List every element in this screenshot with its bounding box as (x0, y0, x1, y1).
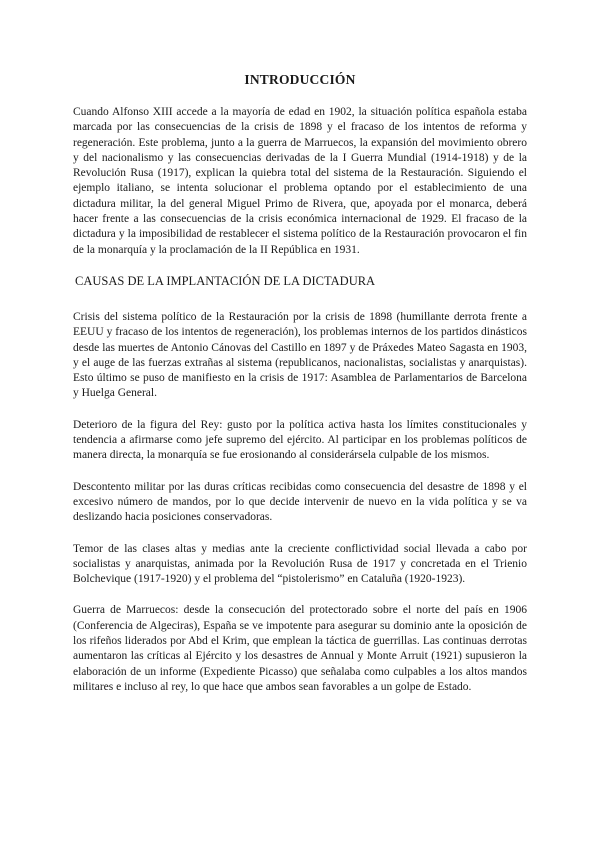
cause-paragraph-guerra-marruecos: Guerra de Marruecos: desde la consecución del protectorado sobre el norte del país en 1906 (Conferencia de Algeciras), España se ve impotente para asegurar su dominio ante la oposición de los rifeños liderados por Abd el Krim, que emplean la táctica de guerrillas. Las continuas derrotas aumentaron las críticas al Ejército y los desastres de Annual y Monte Arruit (1921) supusieron la elaboración de un informe (Expediente Picasso) que señalaba como culpables a los altos mandos militares e incluso al rey, lo que hace que ambos sean favorables a un golpe de Estado. (73, 604, 527, 693)
cause-paragraph-temor-clases: Temor de las clases altas y medias ante la creciente conflictividad social llevada a cabo por socialistas y anarquistas, animada por la Revolución Rusa de 1917 y concretada en el Trienio Bolchevique (1917-1920) y el problema del “pistolerismo” en Cataluña (1920-1923). (73, 542, 527, 586)
cause-paragraph-deterioro-rey: Deterioro de la figura del Rey: gusto por la política activa hasta los límites constitucionales y tendencia a afirmarse como jefe supremo del ejército. Al participar en los problemas políticos de manera directa, la monarquía se fue erosionando al considerársela culpable de los mismos. (73, 418, 527, 462)
intro-paragraph: Cuando Alfonso XIII accede a la mayoría de edad en 1902, la situación política española estaba marcada por las consecuencias de la crisis de 1898 y el fracaso de los intentos de reforma y regeneración. Este problema, junto a la guerra de Marruecos, la expansión del movimiento obrero y del nacionalismo y las consecuencias derivadas de la I Guerra Mundial (1914-1918) y de la Revolución Rusa (1917), explican la quiebra total del sistema de la Restauración. Siguiendo el ejemplo italiano, se intenta solucionar el problema optando por el establecimiento de una dictadura militar, la del general Miguel Primo de Rivera, que, apoyada por el monarca, deberá hacer frente a las consecuencias de la crisis económica internacional de 1929. El fracaso de la dictadura y la imposibilidad de restablecer el sistema político de la Restauración provocaron el fin de la monarquía y la proclamación de la II República en 1931. (73, 106, 527, 256)
document-title: INTRODUCCIÓN (244, 72, 356, 87)
cause-paragraph-crisis-sistema: Crisis del sistema político de la Restauración por la crisis de 1898 (humillante derrota frente a EEUU y fracaso de los intentos de regeneración), los problemas internos de los partidos dinásticos desde las muertes de Antonio Cánovas del Castillo en 1897 y de Práxedes Mateo Sagasta en 1903, y el auge de las fuerzas extrañas al sistema (republicanos, nacionalistas, socialistas y anarquistas). Esto último se puso de manifiesto en la crisis de 1917: Asamblea de Parlamentarios de Barcelona y Huelga General. (73, 310, 527, 400)
cause-paragraph-descontento-militar: Descontento militar por las duras críticas recibidas como consecuencia del desastre de 1898 y el excesivo número de mandos, por lo que decide intervenir de nuevo en la vida política y se va deslizando hacia posiciones conservadoras. (73, 480, 527, 524)
section-heading: CAUSAS DE LA IMPLANTACIÓN DE LA DICTADURA (75, 273, 376, 288)
